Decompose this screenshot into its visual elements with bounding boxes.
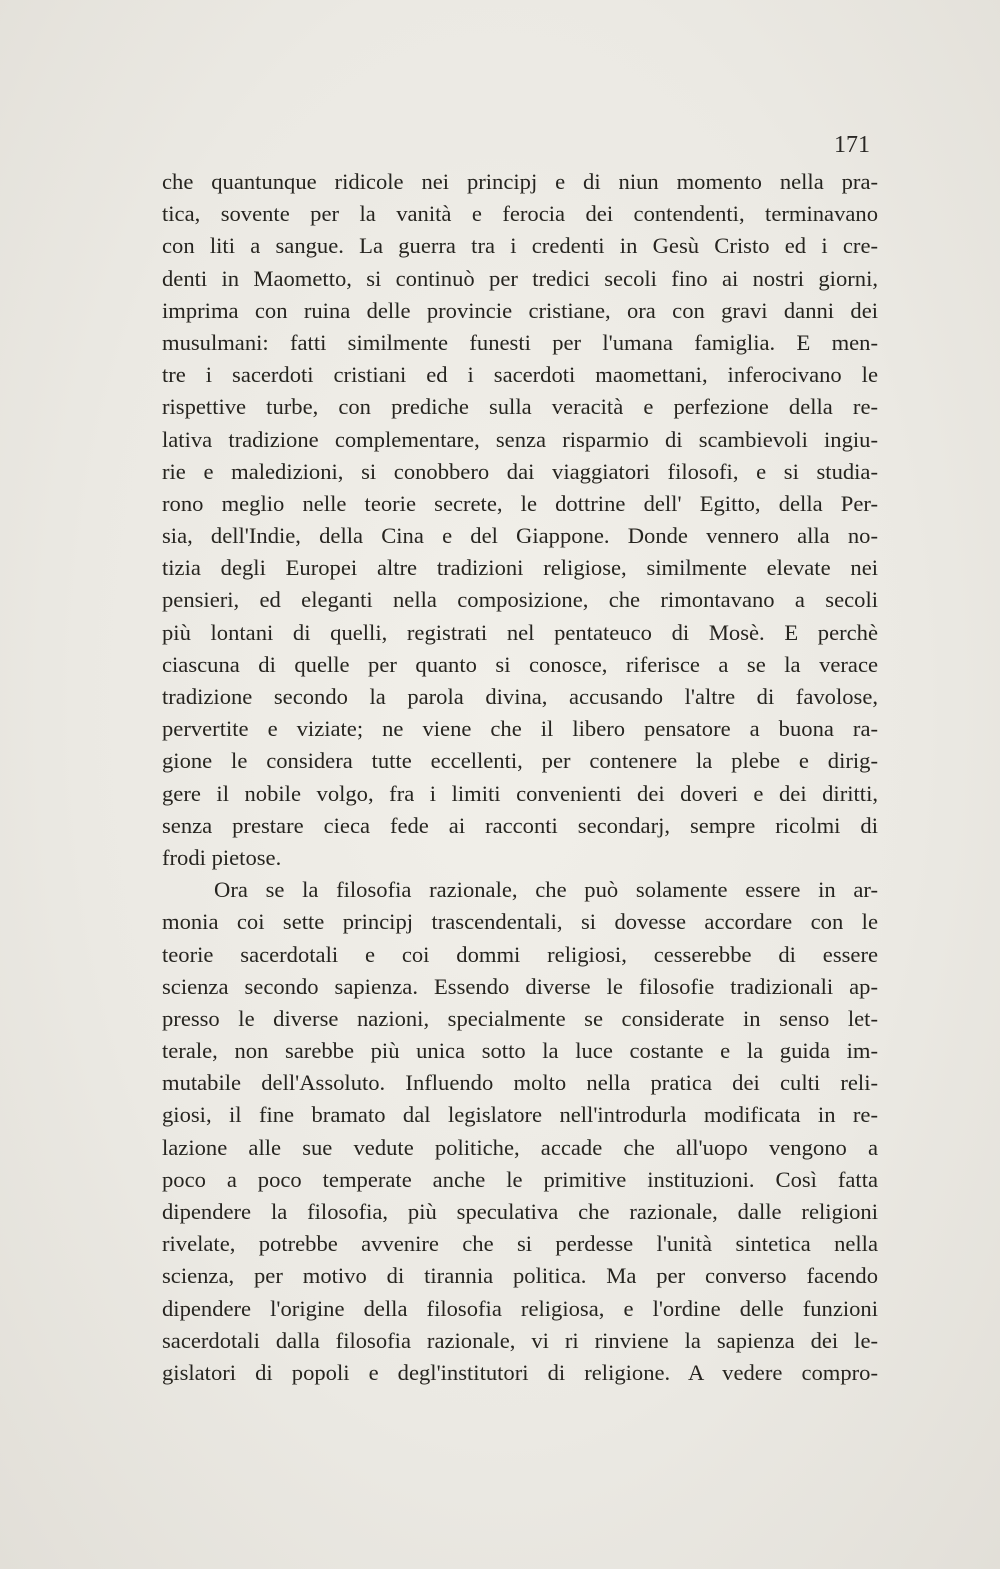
text-line: più lontani di quelli, registrati nel pentateuco di Mosè. E perchè [162, 619, 878, 645]
body-text [162, 166, 878, 1389]
text-line: pervertite e viziate; ne viene che il libero pensatore a buona ra- [162, 716, 878, 742]
text-line: pensieri, ed eleganti nella composizione, che rimontavano a secoli [162, 587, 878, 613]
text-line: dipendere la filosofia, più speculativa che razionale, dalle religioni [162, 1199, 878, 1224]
text-line: Ora se la filosofia razionale, che può solamente essere in ar- [214, 877, 878, 903]
text-line: rie e maledizioni, si conobbero dai viaggiatori filosofi, e si studia- [162, 458, 878, 484]
text-line: monia coi sette principj trascendentali, si dovesse accordare con le [162, 909, 878, 935]
text-line: dipendere l'origine della filosofia religiosa, e l'ordine delle funzioni [162, 1295, 878, 1321]
text-line: con liti a sangue. La guerra tra i credenti in Gesù Cristo ed i cre- [162, 233, 878, 259]
text-line: tica, sovente per la vanità e ferocia dei contendenti, terminavano [162, 201, 878, 227]
text-line: tradizione secondo la parola divina, accusando l'altre di favolose, [162, 684, 878, 709]
text-line: sacerdotali dalla filosofia razionale, vi ri rinviene la sapienza dei le- [162, 1327, 878, 1353]
text-line: rono meglio nelle teorie secrete, le dottrine dell' Egitto, della Per- [162, 490, 878, 516]
text-line: scienza secondo sapienza. Essendo diverse le filosofie tradizionali ap- [162, 973, 878, 999]
paragraph-2 [162, 874, 878, 1389]
text-line: terale, non sarebbe più unica sotto la luce costante e la guida im- [162, 1038, 878, 1064]
text-line: giosi, il fine bramato dal legislatore nell'introdurla modificata in re- [162, 1102, 878, 1128]
text-line: senza prestare cieca fede ai racconti secondarj, sempre ricolmi di [162, 812, 878, 838]
text-line: sia, dell'Indie, della Cina e del Giappone. Donde vennero alla no- [162, 523, 878, 549]
text-line: lativa tradizione complementare, senza risparmio di scambievoli ingiu- [162, 426, 878, 452]
text-line: scienza, per motivo di tirannia politica. Ma per converso facendo [162, 1263, 878, 1289]
text-line: poco a poco temperate anche le primitive instituzioni. Così fatta [162, 1166, 878, 1192]
text-line: imprima con ruina delle provincie cristiane, ora con gravi danni dei [162, 297, 878, 323]
text-line: presso le diverse nazioni, specialmente se considerate in senso let- [162, 1005, 878, 1031]
text-line: tizia degli Europei altre tradizioni religiose, similmente elevate nei [162, 555, 878, 581]
text-line: lazione alle sue vedute politiche, accade che all'uopo vengono a [162, 1134, 878, 1160]
text-line: gislatori di popoli e degl'institutori di religione. A vedere compro- [162, 1359, 878, 1385]
text-line: gere il nobile volgo, fra i limiti convenienti dei doveri e dei diritti, [162, 780, 878, 806]
text-line: tre i sacerdoti cristiani ed i sacerdoti maomettani, inferocivano le [162, 362, 878, 388]
paragraph-1 [162, 166, 878, 874]
text-line: mutabile dell'Assoluto. Influendo molto nella pratica dei culti reli- [162, 1070, 878, 1096]
text-line: frodi pietose. [162, 844, 282, 870]
text-line: rivelate, potrebbe avvenire che si perdesse l'unità sintetica nella [162, 1231, 878, 1257]
page-number: 171 [834, 132, 870, 158]
text-line: denti in Maometto, si continuò per tredici secoli fino ai nostri giorni, [162, 265, 878, 291]
text-line: che quantunque ridicole nei principj e di niun momento nella pra- [162, 169, 878, 194]
text-line: ciascuna di quelle per quanto si conosce, riferisce a se la verace [162, 651, 878, 677]
text-line: musulmani: fatti similmente funesti per l'umana famiglia. E men- [162, 329, 878, 355]
text-line: rispettive turbe, con prediche sulla veracità e perfezione della re- [162, 394, 878, 420]
text-line: gione le considera tutte eccellenti, per contenere la plebe e dirig- [162, 748, 878, 774]
text-line: teorie sacerdotali e coi dommi religiosi, cesserebbe di essere [162, 941, 878, 967]
